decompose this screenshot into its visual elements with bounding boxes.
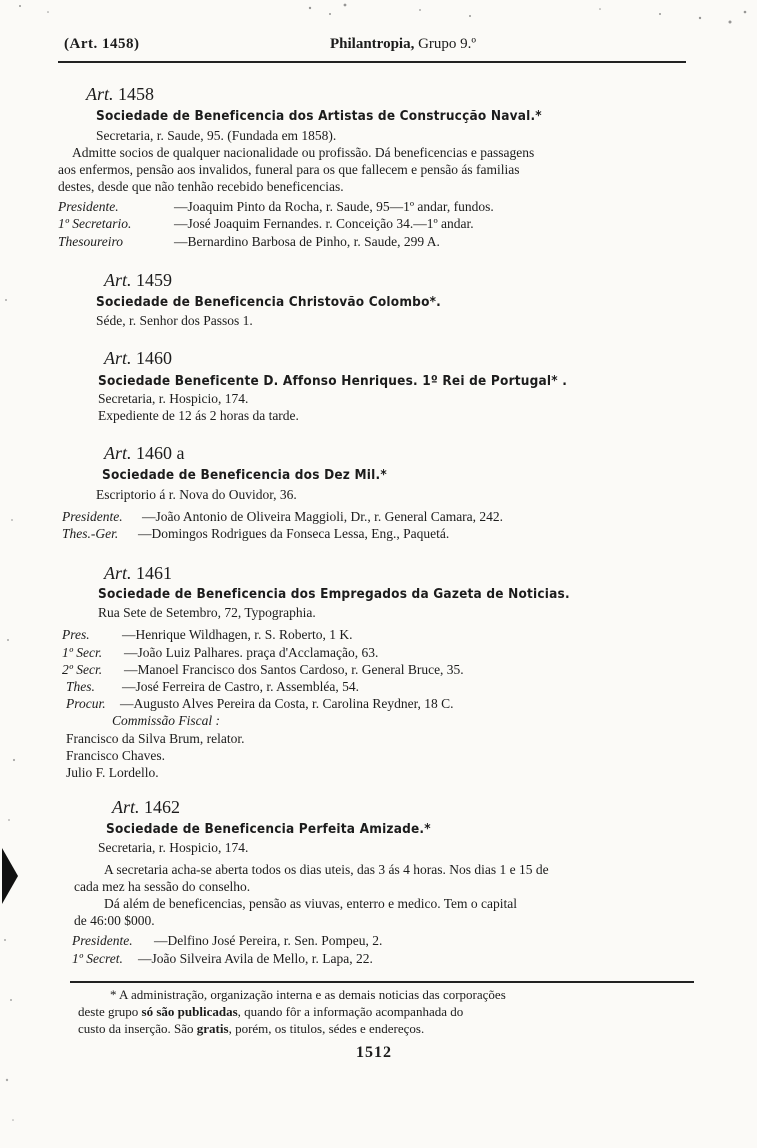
running-head-right (330, 36, 476, 53)
scan-noise-top (0, 0, 757, 30)
art-1458-role-secretary: 1º Secretario. (58, 216, 132, 231)
art-1460a-role-treasurer: Thes.-Ger. (62, 526, 119, 541)
page-number: 1512 (356, 1044, 392, 1061)
art-1461-president: —Henrique Wildhagen, r. S. Roberto, 1 K. (122, 627, 353, 642)
art-number: 1458 (118, 84, 155, 104)
art-number: 1462 (144, 797, 181, 817)
art-1462-secretary: —João Silveira Avila de Mello, r. Lapa, 22. (138, 951, 373, 966)
art-1461-address: Rua Sete de Setembro, 72, Typographia. (98, 605, 316, 620)
art-1458-treasurer: —Bernardino Barbosa de Pinho, r. Saude, 299 A. (174, 234, 440, 249)
art-1458-president: —Joaquim Pinto da Rocha, r. Saude, 95—1º andar, fundos. (174, 199, 494, 214)
art-1461-secretary-1: —João Luiz Palhares. praça d'Acclamação, 63. (124, 645, 379, 660)
art-1458-secretary: —José Joaquim Fernandes. r. Conceição 34.—1º andar. (174, 216, 474, 231)
art-number: 1460 (136, 348, 173, 368)
art-1462-desc-1: A secretaria acha-se aberta todos os dias uteis, das 3 ás 4 horas. Nos dias 1 e 15 de (104, 862, 549, 877)
art-1461-commission-member-3: Julio F. Lordello. (66, 765, 159, 780)
running-head-section: Philantropia, (330, 36, 415, 52)
art-1460-address: Secretaria, r. Hospicio, 174. (98, 391, 249, 406)
art-1461-commission-member-1: Francisco da Silva Brum, relator. (66, 731, 245, 746)
footnote-text: deste grupo (78, 1004, 142, 1019)
footnote-text: , quando fôr a informação acompanhada do (237, 1004, 464, 1019)
art-1461-procurator: —Augusto Alves Pereira da Costa, r. Carolina Reydner, 18 C. (120, 696, 454, 711)
art-1458-desc-1: Admitte socios de qualquer nacionalidade ou profissão. Dá beneficencias e passagens (72, 145, 535, 160)
art-1462-role-president: Presidente. (72, 933, 133, 948)
art-1458-desc-3: destes, desde que não tenhão recebido beneficencias. (58, 179, 344, 194)
art-1461-role-secretary-2: 2º Secr. (62, 662, 103, 677)
art-1458-role-president: Presidente. (58, 199, 119, 214)
art-1462-title: Sociedade de Beneficencia Perfeita Amizade.* (106, 821, 431, 837)
art-label: Art. (86, 84, 114, 104)
art-1462-heading (112, 797, 180, 818)
running-head-left: (Art. 1458) (64, 36, 140, 52)
art-1458-title: Sociedade de Beneficencia dos Artistas de Construcção Naval.* (96, 108, 542, 124)
art-1462-desc-4: de 46:00 $000. (74, 913, 155, 928)
footnote-rule (70, 981, 694, 983)
art-1458-role-treasurer: Thesoureiro (58, 234, 124, 249)
art-label: Art. (104, 563, 132, 583)
footnote-emphasis: gratis (196, 1021, 229, 1036)
art-1462-desc-2: cada mez ha sessão do conselho. (74, 879, 251, 894)
art-1461-role-president: Pres. (62, 627, 90, 642)
art-1461-title: Sociedade de Beneficencia dos Empregados da Gazeta de Noticias. (98, 586, 570, 602)
art-1460a-treasurer: —Domingos Rodrigues da Fonseca Lessa, Eng., Paquetá. (138, 526, 450, 541)
art-label: Art. (112, 797, 140, 817)
art-1460a-president: —João Antonio de Oliveira Maggioli, Dr., r. General Camara, 242. (142, 509, 504, 524)
art-1460a-role-president: Presidente. (62, 509, 123, 524)
art-1462-president: —Delfino José Pereira, r. Sen. Pompeu, 2. (154, 933, 383, 948)
art-1462-desc-3: Dá além de beneficencias, pensão as viuvas, enterro e medico. Tem o capital (104, 896, 518, 911)
art-1460-hours: Expediente de 12 ás 2 horas da tarde. (98, 408, 299, 423)
art-1459-address: Séde, r. Senhor dos Passos 1. (96, 313, 253, 328)
art-1461-commission-heading: Commissão Fiscal : (112, 713, 220, 728)
art-1458-desc-2: aos enfermos, pensão aos invalidos, funeral para os que fallecem e pensão ás familias (58, 162, 520, 177)
footnote-line-3 (78, 1021, 424, 1037)
footnote-text: custo da inserção. São (78, 1021, 197, 1036)
art-1461-heading (104, 563, 172, 584)
art-1460-heading (104, 348, 172, 369)
header-rule (58, 61, 686, 63)
art-1460a-address: Escriptorio á r. Nova do Ouvidor, 36. (96, 487, 297, 502)
running-head-group: Grupo 9.º (414, 36, 477, 52)
art-1460a-title: Sociedade de Beneficencia dos Dez Mil.* (102, 467, 387, 483)
art-label: Art. (104, 443, 132, 463)
art-1461-role-treasurer: Thes. (66, 679, 95, 694)
art-1461-role-procurator: Procur. (66, 696, 106, 711)
art-1459-title: Sociedade de Beneficencia Christovão Colombo*. (96, 294, 441, 310)
scan-noise-left-margin (0, 0, 22, 1148)
footnote-line-1: * A administração, organização interna e as demais noticias das corporações (110, 987, 506, 1002)
art-1462-role-secretary: 1º Secret. (72, 951, 123, 966)
art-1460a-heading (104, 443, 185, 464)
art-label: Art. (104, 270, 132, 290)
art-1462-address: Secretaria, r. Hospicio, 174. (98, 840, 249, 855)
art-number: 1460 a (136, 443, 185, 463)
page-edge-mark (2, 848, 18, 904)
footnote-text: , porém, os titulos, sédes e endereços. (228, 1021, 425, 1036)
art-1458-heading (86, 84, 154, 105)
art-1461-secretary-2: —Manoel Francisco dos Santos Cardoso, r. General Bruce, 35. (124, 662, 464, 677)
art-1458-address: Secretaria, r. Saude, 95. (Fundada em 1858). (96, 128, 337, 143)
art-label: Art. (104, 348, 132, 368)
art-number: 1459 (136, 270, 173, 290)
art-1459-heading (104, 270, 172, 291)
art-1461-role-secretary-1: 1º Secr. (62, 645, 103, 660)
art-1460-title: Sociedade Beneficente D. Affonso Henriques. 1º Rei de Portugal* . (98, 373, 568, 389)
art-number: 1461 (136, 563, 173, 583)
art-1461-treasurer: —José Ferreira de Castro, r. Assembléa, 54. (122, 679, 359, 694)
art-1461-commission-member-2: Francisco Chaves. (66, 748, 165, 763)
footnote-line-2 (78, 1004, 463, 1020)
footnote-emphasis: só são publicadas (141, 1004, 238, 1019)
